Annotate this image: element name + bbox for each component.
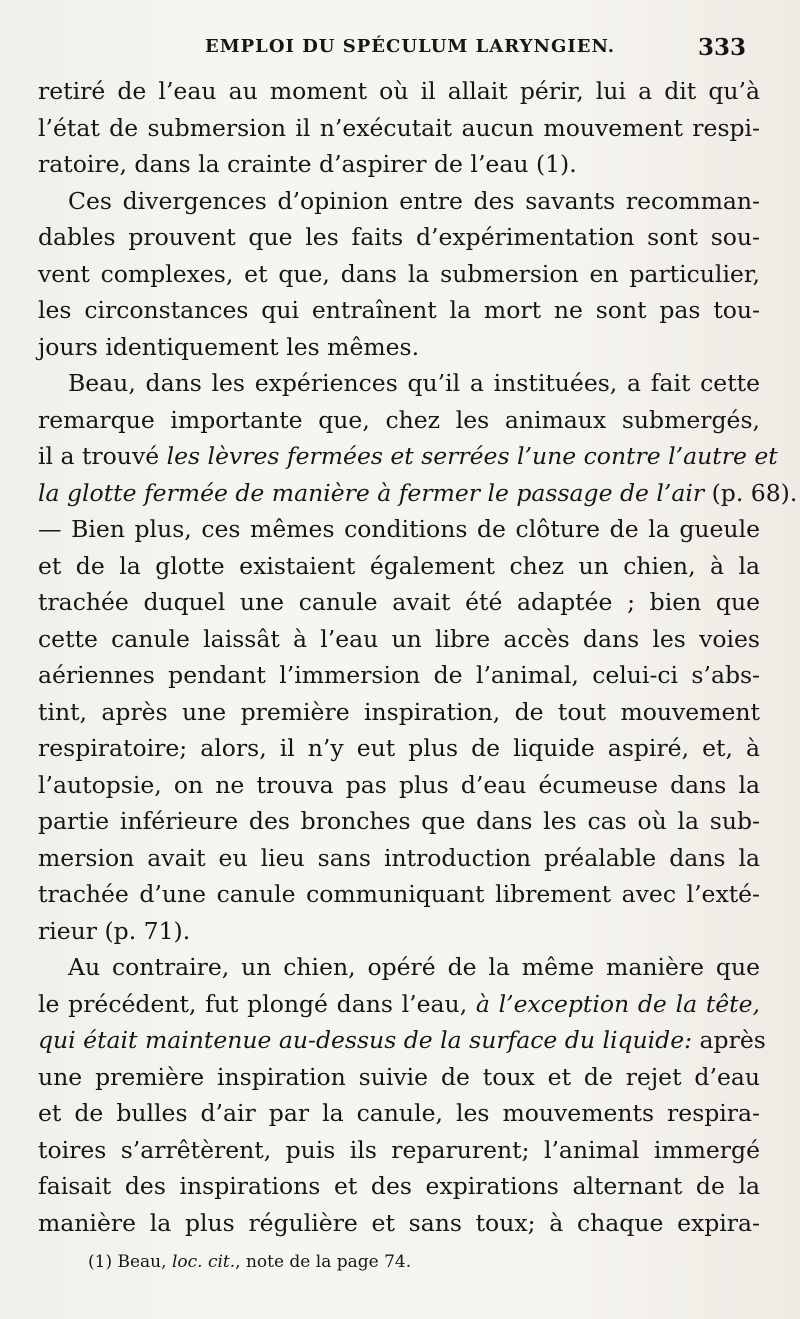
text-line <box>38 259 760 289</box>
text-segment: l’autopsie, on ne trouva pas plus d’eau écumeuse dans la <box>38 770 760 799</box>
text-line <box>38 551 760 581</box>
text-segment: tint, après une première inspiration, de tout mouvement <box>38 697 760 726</box>
text-segment: rieur (p. 71). <box>38 916 191 945</box>
text-line <box>38 806 760 836</box>
text-segment: — Bien plus, ces mêmes conditions de clôture de la gueule <box>38 515 760 543</box>
text-line <box>38 660 760 690</box>
text-line <box>38 113 760 143</box>
text-line <box>38 697 760 727</box>
text-segment: Ces divergences d’opinion entre des savants recomman- <box>68 186 760 215</box>
italic-segment: qui était maintenue au-dessus de la surface du liquide: <box>38 1026 693 1054</box>
text-segment: respiratoire; alors, il n’y eut plus de liquide aspiré, et, à <box>38 734 760 762</box>
text-segment: cette canule laissât à l’eau un libre accès dans les voies <box>38 624 760 653</box>
text-line <box>38 1025 766 1055</box>
text-segment: jours identiquement les mêmes. <box>38 332 420 361</box>
text-line <box>68 368 760 398</box>
text-line <box>68 952 760 982</box>
text-line <box>68 186 760 216</box>
text-line <box>38 1135 760 1165</box>
text-segment: remarque importante que, chez les animaux submergés, <box>38 405 760 434</box>
text-line <box>38 770 760 800</box>
text-line <box>38 1171 760 1201</box>
text-line <box>38 76 760 106</box>
text-line <box>38 733 760 763</box>
footnote-segment: , note de la page 74. <box>235 1252 412 1272</box>
text-line <box>38 624 760 654</box>
text-segment: il a trouvé <box>38 442 167 470</box>
italic-segment: les lèvres fermées et serrées l’une contre l’autre et <box>166 442 778 470</box>
text-segment: toires s’arrêtèrent, puis ils reparurent; l’animal immergé <box>38 1135 760 1164</box>
text-segment: l’état de submersion il n’exécutait aucun mouvement respi- <box>38 113 760 142</box>
text-segment: après <box>692 1026 766 1054</box>
text-segment: dables prouvent que les faits d’expérimentation sont sou- <box>38 223 760 251</box>
text-segment: une première inspiration suivie de toux et de rejet d’eau <box>38 1062 760 1091</box>
text-segment: ratoire, dans la crainte d’aspirer de l’eau (1). <box>38 150 577 178</box>
text-segment: aériennes pendant l’immersion de l’animal, celui-ci s’abs- <box>38 661 760 689</box>
text-segment: manière la plus régulière et sans toux; à chaque expira- <box>38 1208 760 1237</box>
footnote <box>88 1252 411 1272</box>
text-line <box>38 1098 760 1128</box>
text-segment: (p. 68). <box>704 478 798 507</box>
text-segment: les circonstances qui entraînent la mort ne sont pas tou- <box>38 296 760 324</box>
text-segment: et de la glotte existaient également chez un chien, à la <box>38 551 760 580</box>
text-segment: vent complexes, et que, dans la submersion en particulier, <box>38 259 760 288</box>
footnote-italic-segment: loc. cit. <box>171 1252 236 1272</box>
text-line <box>38 441 778 471</box>
text-line <box>38 587 760 617</box>
text-line <box>38 514 760 544</box>
page-number: 333 <box>698 34 747 61</box>
text-line <box>38 1208 760 1238</box>
running-title: EMPLOI DU SPÉCULUM LARYNGIEN. <box>205 36 616 57</box>
text-segment: trachée d’une canule communiquant librement avec l’exté- <box>38 880 760 908</box>
text-line <box>38 332 760 362</box>
text-line <box>38 222 760 252</box>
page-header <box>0 34 800 64</box>
text-segment: trachée duquel une canule avait été adaptée ; bien que <box>38 588 760 616</box>
text-segment: faisait des inspirations et des expirations alternant de la <box>38 1172 760 1200</box>
italic-segment: à l’exception de la tête, <box>475 989 760 1018</box>
text-segment: Beau, dans les expériences qu’il a instituées, a fait cette <box>68 369 760 397</box>
text-line <box>38 478 798 508</box>
text-line <box>38 149 760 179</box>
text-line <box>38 916 760 946</box>
text-segment: partie inférieure des bronches que dans les cas où la sub- <box>38 807 760 835</box>
text-line <box>38 405 760 435</box>
footnote-segment: (1) Beau, <box>88 1252 172 1272</box>
text-line <box>38 295 760 325</box>
text-segment: et de bulles d’air par la canule, les mouvements respira- <box>38 1099 760 1127</box>
italic-segment: la glotte fermée de manière à fermer le passage de l’air <box>38 478 705 507</box>
text-segment: retiré de l’eau au moment où il allait périr, lui a dit qu’à <box>38 77 760 105</box>
text-line <box>38 879 760 909</box>
text-segment: mersion avait eu lieu sans introduction préalable dans la <box>38 843 760 872</box>
text-line <box>38 989 760 1019</box>
text-segment: Au contraire, un chien, opéré de la même manière que <box>68 953 760 981</box>
text-line <box>38 843 760 873</box>
text-segment: le précédent, fut plongé dans l’eau, <box>38 989 476 1018</box>
text-line <box>38 1062 760 1092</box>
